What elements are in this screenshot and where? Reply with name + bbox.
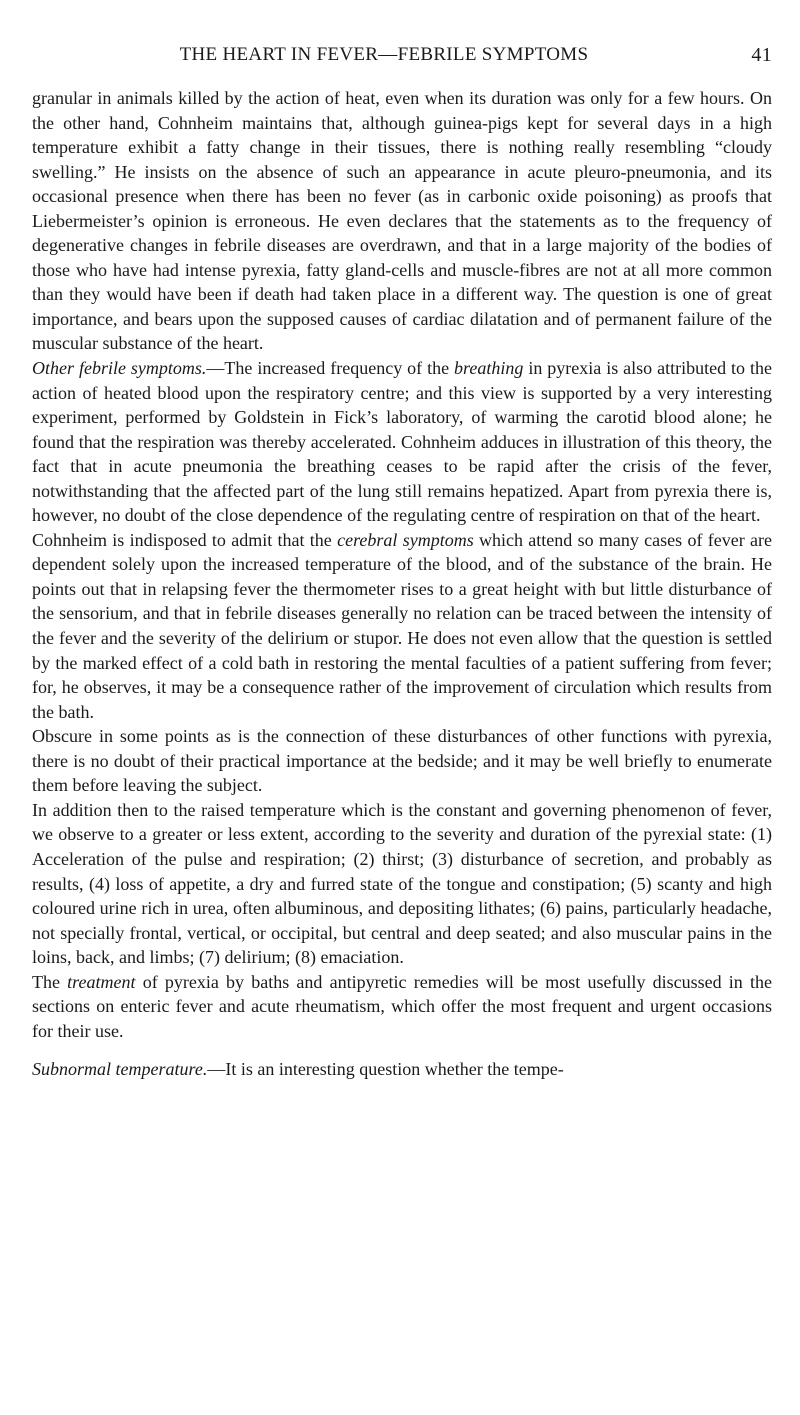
paragraph-6 <box>32 970 772 1044</box>
paragraph-3 <box>32 528 772 724</box>
paragraph-6-text-a: The <box>32 971 68 992</box>
paragraph-2 <box>32 356 772 528</box>
section-heading-subnormal-temperature: Subnormal temperature. <box>32 1059 208 1080</box>
paragraph-3-text-b: which attend so many cases of fever are dependent solely upon the increased temperature of the blood, and of the substance of the brain. He points out that in relapsing fever the thermometer rises to a great height with but little disturbance of the sensorium, and that in febrile diseases generally no relation can be traced between the intensity of the fever and the severity of the delirium or stupor. He does not even allow that the question is settled by the marked effect of a cold bath in restoring the mental faculties of a patient suffering from fever; for, he observes, it may be a consequence rather of the improvement of circulation which results from the bath. <box>32 529 772 722</box>
paragraph-3-text-a: Cohnheim is indisposed to admit that the <box>32 529 338 550</box>
emphasis-cerebral-symptoms: cerebral symptoms <box>337 529 474 550</box>
paragraph-2-text-a: —The increased frequency of the <box>206 358 455 379</box>
emphasis-treatment: treatment <box>67 971 136 992</box>
paragraph-2-text-b: in pyrexia is also attributed to the action of heated blood upon the respiratory centre; and this view is supported by a very interesting experiment, performed by Goldstein in Fick’s laboratory, of warming the carotid blood alone; he found that the respiration was thereby accelerated. Cohnheim adduces in illustration of this theory, the fact that in acute pneumonia the breathing ceases to be rapid after the crisis of the fever, notwithstanding that the affected part of the lung still remains hepatized. Apart from pyrexia there is, however, no doubt of the close dependence of the regulating centre of respiration on that of the heart. <box>32 358 772 526</box>
paragraph-4: Obscure in some points as is the connection of these disturbances of other functions with pyrexia, there is no doubt of their practical importance at the bedside; and it may be well briefly to enumerate them before leaving the subject. <box>32 726 772 796</box>
paragraph-7 <box>32 1057 772 1082</box>
paragraph-1: granular in animals killed by the action of heat, even when its duration was only for a few hours. On the other hand, Cohnheim maintains that, although guinea-pigs kept for several days in a high temperature exhibit a fatty change in their tissues, there is nothing really resembling “cloudy swelling.” He insists on the absence of such an appearance in acute pleuro-pneumonia, and its occasional presence when there has been no fever (as in carbonic oxide poisoning) as proofs that Liebermeister’s opinion is erroneous. He even declares that the statements as to the frequency of degenerative changes in febrile diseases are overdrawn, and that in a large majority of the bodies of those who have had intense pyrexia, fatty gland-cells and muscle-fibres are not at all more common than they would have been if death had taken place in a different way. The question is one of great importance, and bears upon the supposed causes of cardiac dilatation and of permanent failure of the muscular substance of the heart. <box>32 88 772 354</box>
section-heading-other-febrile-symptoms: Other febrile symptoms. <box>32 358 207 379</box>
paragraph-7-text-a: —It is an interesting question whether the tempe- <box>207 1059 564 1080</box>
paragraph-6-text-b: of pyrexia by baths and antipyretic remedies will be most usefully discussed in the sections on enteric fever and acute rheumatism, which offer the most frequent and urgent occasions for their use. <box>32 971 772 1041</box>
emphasis-breathing: breathing <box>454 358 524 379</box>
running-title: THE HEART IN FEVER—FEBRILE SYMPTOMS <box>179 44 589 65</box>
paragraph-5: In addition then to the raised temperature which is the constant and governing phenomenon of fever, we observe to a greater or less extent, according to the severity and duration of the pyrexial state: (1) Acceleration of the pulse and respiration; (2) thirst; (3) disturbance of secretion, and probably as results, (4) loss of appetite, a dry and furred state of the tongue and constipation; (5) scanty and high coloured urine rich in urea, often albuminous, and depositing lithates; (6) pains, particularly headache, not specially frontal, vertical, or occipital, but central and deep seated; and also muscular pains in the loins, back, and limbs; (7) delirium; (8) emaciation. <box>32 799 772 968</box>
running-header <box>32 44 772 72</box>
page-number: 41 <box>751 44 772 66</box>
body-text <box>32 86 772 1082</box>
